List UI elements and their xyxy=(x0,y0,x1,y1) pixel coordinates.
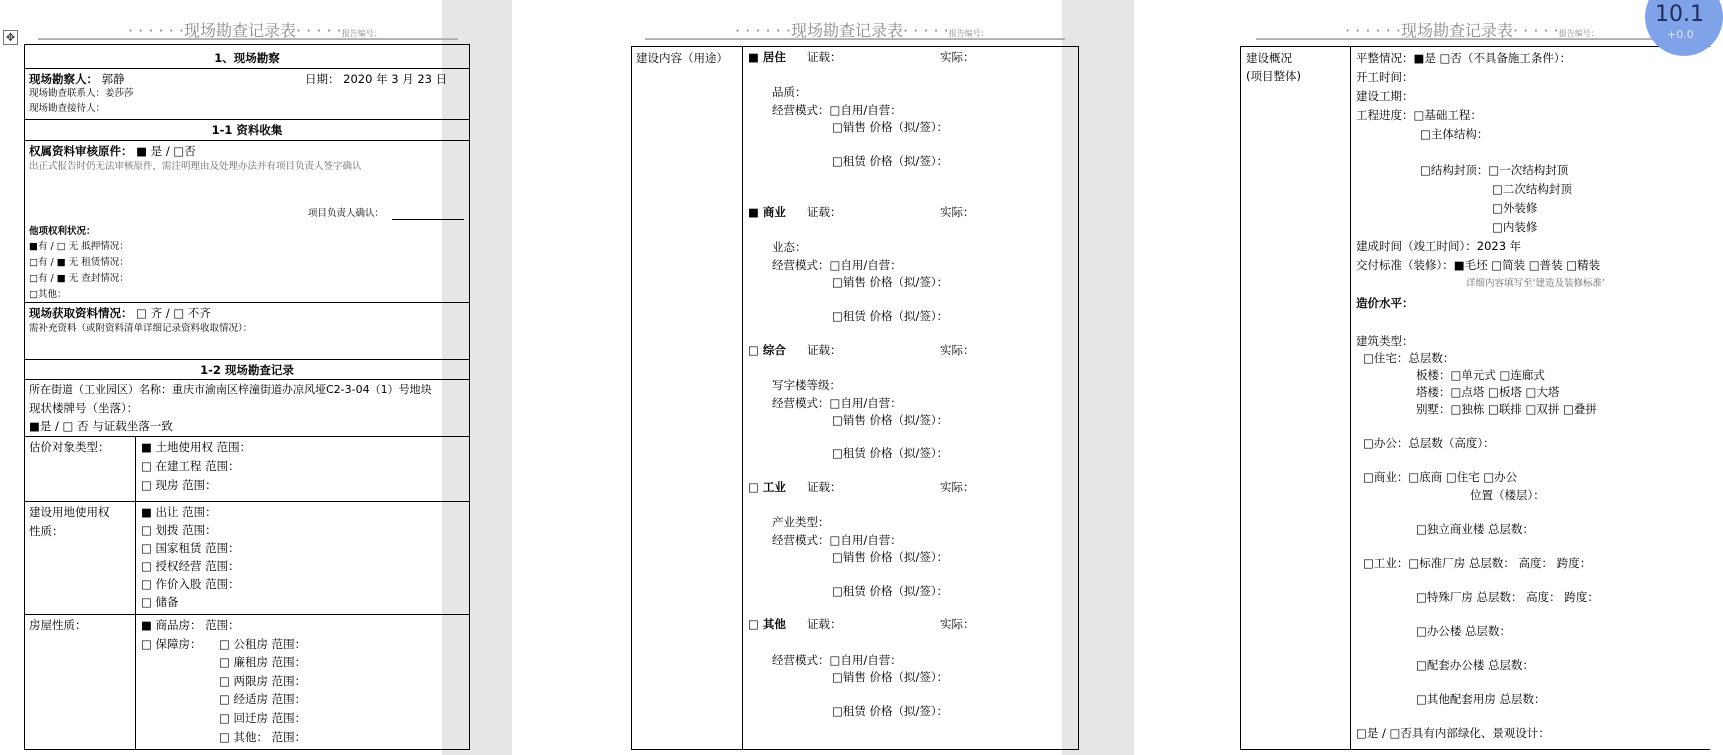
site-leveling-checkbox[interactable]: 平整情况：■是 □否（不具备施工条件）： xyxy=(1356,51,1572,65)
building-plate[interactable]: 现状楼牌号（坐落）： xyxy=(29,401,139,415)
commercial-house-checkbox[interactable]: ■ 商品房： 范围： xyxy=(141,618,240,632)
resettlement-checkbox[interactable]: □ 回迁房 范围： xyxy=(219,711,307,725)
header-title: 现场勘查记录表 xyxy=(790,21,903,40)
table-move-handle-icon[interactable]: ✥ xyxy=(3,30,18,45)
land-equity-checkbox[interactable]: □ 作价入股 范围： xyxy=(141,577,240,591)
tower-building-checkbox[interactable]: 塔楼：□点塔 □板塔 □大塔 xyxy=(1416,385,1560,399)
floor-position-field[interactable]: 位置（楼层）： xyxy=(1470,488,1545,502)
quality-field[interactable]: 品质： xyxy=(772,85,807,99)
commercial-sale-checkbox[interactable]: □销售 价格（拟/签）： xyxy=(832,275,949,289)
type-existing-checkbox[interactable]: □ 现房 范围： xyxy=(141,478,217,492)
residential-cert-field[interactable]: 证载： xyxy=(807,50,842,64)
mixed-sale-checkbox[interactable]: □销售 价格（拟/签）： xyxy=(832,413,949,427)
residential-type-checkbox[interactable]: □住宅：总层数： xyxy=(1363,351,1455,365)
mortgage-checkbox[interactable]: ■有 / □ 无 抵押情况： xyxy=(29,241,129,252)
industrial-mode-checkbox[interactable]: 经营模式：□自用/自营： xyxy=(772,533,902,547)
leader-signature-field[interactable] xyxy=(392,207,464,220)
ownership-label: 权属资料审核原件： xyxy=(29,144,133,158)
other-house-checkbox[interactable]: □ 其他： 范围： xyxy=(219,730,307,744)
contact-person[interactable]: 现场勘查联系人：姜莎莎 xyxy=(29,88,134,99)
foundation-checkbox[interactable]: 工程进度：□基础工程： xyxy=(1356,108,1482,122)
land-use-label-2: 性质： xyxy=(29,524,64,538)
row-divider xyxy=(24,614,470,615)
header-rule xyxy=(645,38,1065,40)
other-sale-checkbox[interactable]: □销售 价格（拟/签）： xyxy=(832,670,949,684)
row-divider xyxy=(24,359,470,360)
mixed-cert-field[interactable]: 证载： xyxy=(807,343,842,357)
obtain-label: 现场获取资料情况： xyxy=(29,306,133,320)
row-divider xyxy=(24,68,470,69)
header-leader: · · · · · · xyxy=(735,21,791,40)
topping-out-checkbox[interactable]: □结构封顶：□一次结构封顶 xyxy=(1420,163,1569,177)
land-lease-checkbox[interactable]: □ 国家租赁 范围： xyxy=(141,541,240,555)
report-number-label: 报告编号： xyxy=(341,29,382,38)
other-mode-checkbox[interactable]: 经营模式：□自用/自营： xyxy=(772,653,902,667)
land-transfer-checkbox[interactable]: ■ 出让 范围： xyxy=(141,505,217,519)
standalone-commercial-checkbox[interactable]: □独立商业楼 总层数： xyxy=(1416,522,1535,536)
economic-house-checkbox[interactable]: □ 经适房 范围： xyxy=(219,692,307,706)
surveyor-label: 现场勘察人： xyxy=(29,72,98,86)
construction-period-field[interactable]: 建设工期： xyxy=(1356,89,1414,103)
overview-sublabel: (项目整体) xyxy=(1246,69,1301,83)
landscape-checkbox[interactable]: □是 / □否具有内部绿化、景观设计： xyxy=(1356,726,1550,740)
surveyor-value[interactable]: 郭静 xyxy=(101,72,125,86)
villa-checkbox[interactable]: 别墅：□独栋 □联排 □双拼 □叠拼 xyxy=(1416,402,1597,416)
commercial-type-checkbox[interactable]: □商业：□底商 □住宅 □办公 xyxy=(1363,470,1518,484)
mixed-actual-field[interactable]: 实际： xyxy=(940,343,975,357)
land-use-label: 建设用地使用权 xyxy=(29,505,110,519)
main-structure-checkbox[interactable]: □主体结构： xyxy=(1420,127,1489,141)
zoom-delta: +0.0 xyxy=(1667,28,1694,41)
house-nature-label: 房屋性质： xyxy=(29,618,87,632)
row-divider xyxy=(24,379,470,380)
ownership-checkbox[interactable]: ■ 是 / □否 xyxy=(136,144,196,158)
obtain-row xyxy=(29,306,211,320)
industrial-rent-checkbox[interactable]: □租赁 价格（拟/签）： xyxy=(832,584,949,598)
other-actual-field[interactable]: 实际： xyxy=(940,617,975,631)
residential-checkbox[interactable]: ■ 居住 xyxy=(748,50,786,64)
header-leader: · · · · · · xyxy=(128,21,184,40)
header-rule xyxy=(1256,38,1676,40)
other-rights-label: 他项权利状况： xyxy=(29,226,96,237)
office-grade-field[interactable]: 写字楼等级： xyxy=(772,378,841,392)
office-type-checkbox[interactable]: □办公：总层数（高度）： xyxy=(1363,436,1495,450)
obtain-checkbox[interactable]: □ 齐 / □ 不齐 xyxy=(136,306,211,320)
row-divider xyxy=(24,119,470,120)
section-heading-data-collection: 1-1 资料收集 xyxy=(211,123,283,137)
reception-person[interactable]: 现场勘查接待人： xyxy=(29,103,106,114)
special-plant-checkbox[interactable]: □特殊厂房 总层数： 高度： 跨度： xyxy=(1416,590,1599,604)
type-land-checkbox[interactable]: ■ 土地使用权 范围： xyxy=(141,440,252,454)
row-divider xyxy=(24,302,470,303)
industrial-sale-checkbox[interactable]: □销售 价格（拟/签）： xyxy=(832,550,949,564)
date-label: 日期： xyxy=(305,72,340,86)
zoom-value: 10.1 xyxy=(1655,2,1704,27)
other-cert-field[interactable]: 证载： xyxy=(807,617,842,631)
header-trail: · · · · · xyxy=(1512,21,1559,40)
land-authorized-checkbox[interactable]: □ 授权经营 范围： xyxy=(141,559,240,573)
seizure-checkbox[interactable]: □有 / ■ 无 查封情况： xyxy=(29,273,129,284)
mixed-use-checkbox[interactable]: □ 综合 xyxy=(748,343,786,357)
industrial-actual-field[interactable]: 实际： xyxy=(940,480,975,494)
header-title: 现场勘查记录表 xyxy=(1400,21,1513,40)
interior-finish-checkbox[interactable]: □内装修 xyxy=(1492,220,1538,234)
slab-building-checkbox[interactable]: 板楼：□单元式 □连廊式 xyxy=(1416,368,1545,382)
mixed-rent-checkbox[interactable]: □租赁 价格（拟/签）： xyxy=(832,446,949,460)
row-divider xyxy=(24,436,470,437)
header-trail: · · · · · xyxy=(902,21,949,40)
date-row xyxy=(305,72,447,86)
content-usage-label: 建设内容（用途） xyxy=(636,51,728,65)
valuation-type-label: 估价对象类型： xyxy=(29,440,110,454)
public-rental-checkbox[interactable]: □ 公租房 范围： xyxy=(219,637,307,651)
column-divider xyxy=(135,436,136,750)
delivery-note: 详细内容填写至‘建造及装修标准’ xyxy=(1466,278,1606,289)
street-name[interactable]: 所在街道（工业园区）名称：重庆市渝南区梓潼街道办凉风垭C2-3-04（1）号地块 xyxy=(29,383,432,396)
other-rights-checkbox[interactable]: □其他： xyxy=(29,289,67,300)
start-time-field[interactable]: 开工时间： xyxy=(1356,70,1414,84)
surveyor-row xyxy=(29,72,125,86)
exterior-finish-checkbox[interactable]: □外装修 xyxy=(1492,201,1538,215)
residential-mode-checkbox[interactable]: 经营模式：□自用/自营： xyxy=(772,103,902,117)
industrial-cert-field[interactable]: 证载： xyxy=(807,480,842,494)
commercial-actual-field[interactable]: 实际： xyxy=(940,205,975,219)
office-building-checkbox[interactable]: □办公楼 总层数： xyxy=(1416,624,1512,638)
residential-sale-checkbox[interactable]: □销售 价格（拟/签）： xyxy=(832,120,949,134)
other-use-checkbox[interactable]: □ 其他 xyxy=(748,617,786,631)
column-divider xyxy=(1350,46,1351,750)
industry-type-field[interactable]: 产业类型： xyxy=(772,515,830,529)
commercial-mode-checkbox[interactable]: 经营模式：□自用/自营： xyxy=(772,258,902,272)
industrial-type-checkbox[interactable]: □工业：□标准厂房 总层数： 高度： 跨度： xyxy=(1363,556,1592,570)
header-trail: · · · · · xyxy=(295,21,342,40)
other-rent-checkbox[interactable]: □租赁 价格（拟/签）： xyxy=(832,704,949,718)
section-heading-survey: 1、现场勘察 xyxy=(214,51,280,65)
mixed-mode-checkbox[interactable]: 经营模式：□自用/自营： xyxy=(772,396,902,410)
header-title: 现场勘查记录表 xyxy=(183,21,296,40)
report-number-label: 报告编号： xyxy=(1558,29,1599,38)
overview-label: 建设概况 xyxy=(1246,51,1292,65)
industrial-checkbox[interactable]: □ 工业 xyxy=(748,480,786,494)
business-format-field[interactable]: 业态： xyxy=(772,240,807,254)
header-rule xyxy=(38,38,458,40)
leader-confirm-label: 项目负责人确认： xyxy=(308,208,385,219)
lease-checkbox[interactable]: □有 / ■ 无 租赁情况： xyxy=(29,257,129,268)
commercial-cert-field[interactable]: 证载： xyxy=(807,205,842,219)
supporting-room-checkbox[interactable]: □其他配套用房 总层数： xyxy=(1416,692,1546,706)
price-limited-checkbox[interactable]: □ 两限房 范围： xyxy=(219,674,307,688)
row-divider xyxy=(24,501,470,502)
report-number-label: 报告编号： xyxy=(948,29,989,38)
location-match-checkbox[interactable]: ■是 / □ 否 与证载坐落一致 xyxy=(29,419,173,433)
section-heading-site-record: 1-2 现场勘查记录 xyxy=(200,363,294,377)
ownership-row xyxy=(29,144,196,158)
secondary-topping-checkbox[interactable]: □二次结构封顶 xyxy=(1492,182,1572,196)
commercial-rent-checkbox[interactable]: □租赁 价格（拟/签）： xyxy=(832,309,949,323)
supporting-office-checkbox[interactable]: □配套办公楼 总层数： xyxy=(1416,658,1535,672)
building-type-label: 建筑类型： xyxy=(1356,334,1414,348)
cost-level-field[interactable]: 造价水平： xyxy=(1356,296,1414,310)
affordable-house-checkbox[interactable]: □ 保障房： xyxy=(141,637,202,651)
column-divider xyxy=(742,46,743,750)
residential-actual-field[interactable]: 实际： xyxy=(940,50,975,64)
land-allocation-checkbox[interactable]: □ 划拨 范围： xyxy=(141,523,217,537)
residential-rent-checkbox[interactable]: □租赁 价格（拟/签）： xyxy=(832,154,949,168)
commercial-checkbox[interactable]: ■ 商业 xyxy=(748,205,786,219)
header-leader: · · · · · · xyxy=(1345,21,1401,40)
ownership-note: 出正式报告时仍无法审核原件，需注明理由及处理办法并有项目负责人签字确认 xyxy=(29,161,362,172)
date-value[interactable]: 2020 年 3 月 23 日 xyxy=(343,72,448,86)
supplement-note: 需补充资料（或附资料清单详细记录资料收取情况）： xyxy=(29,323,253,334)
land-reserve-checkbox[interactable]: □ 储备 xyxy=(141,595,179,609)
low-rent-checkbox[interactable]: □ 廉租房 范围： xyxy=(219,655,307,669)
delivery-standard-checkbox[interactable]: 交付标准（装修）：■毛坯 □简装 □普装 □精装 xyxy=(1356,258,1601,272)
type-construction-checkbox[interactable]: □ 在建工程 范围： xyxy=(141,459,240,473)
completion-time-field[interactable]: 建成时间（竣工时间）：2023 年 xyxy=(1356,239,1522,253)
row-divider xyxy=(24,140,470,141)
